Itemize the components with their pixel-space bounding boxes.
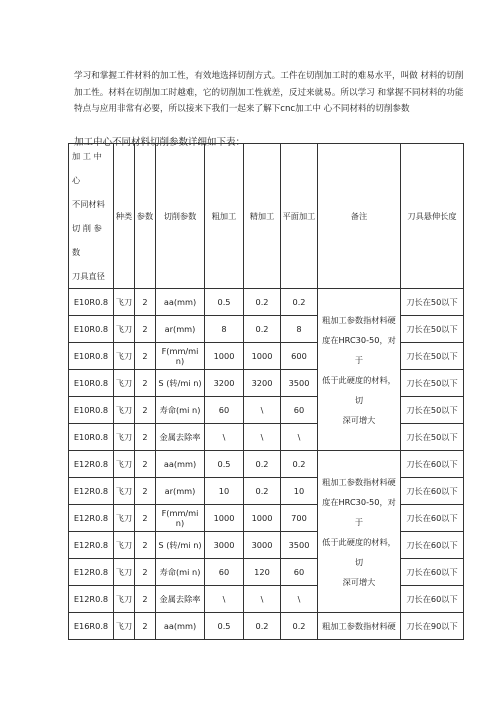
cell-param-count: 2 — [135, 343, 156, 370]
table-row — [69, 451, 464, 478]
cell-type: 飞刀 — [114, 316, 135, 343]
cell-type: 飞刀 — [114, 532, 135, 559]
cell-type: 飞刀 — [114, 424, 135, 451]
cell-diameter: E12R0.8 — [69, 451, 114, 478]
cell-rough: 1000 — [205, 343, 244, 370]
cell-param-count: 2 — [135, 613, 156, 640]
header-finish: 精加工 — [244, 144, 281, 289]
cell-rough: \ — [205, 424, 244, 451]
cell-rough: 1000 — [205, 505, 244, 532]
cell-diameter: E10R0.8 — [69, 289, 114, 316]
header-cut-param: 切削参数 — [156, 144, 205, 289]
header-type: 种类 — [114, 144, 135, 289]
cell-overhang: 刀长在50以下 — [401, 370, 464, 397]
cutting-params-table — [68, 143, 464, 640]
table-row — [69, 586, 464, 613]
cell-type: 飞刀 — [114, 613, 135, 640]
cell-face: 8 — [281, 316, 318, 343]
cell-overhang: 刀长在50以下 — [401, 289, 464, 316]
note-line: 粗加工参数指材料硬 — [322, 314, 396, 325]
cell-rough: 8 — [205, 316, 244, 343]
table-row — [69, 478, 464, 505]
cell-overhang: 刀长在60以下 — [401, 505, 464, 532]
cell-face: 0.2 — [281, 613, 318, 640]
cell-finish: 1000 — [244, 343, 281, 370]
cell-face: \ — [281, 586, 318, 613]
table-header-row — [69, 144, 464, 289]
header-note: 备注 — [318, 144, 401, 289]
cell-type: 飞刀 — [114, 343, 135, 370]
cell-finish: 0.2 — [244, 478, 281, 505]
cell-note — [318, 289, 401, 451]
cell-rough: 0.5 — [205, 451, 244, 478]
cell-param-count: 2 — [135, 424, 156, 451]
table-row — [69, 397, 464, 424]
cell-diameter: E12R0.8 — [69, 532, 114, 559]
cell-type: 飞刀 — [114, 397, 135, 424]
table-row — [69, 532, 464, 559]
cell-type: 飞刀 — [114, 478, 135, 505]
note-line: 深可增大 — [342, 576, 376, 587]
cell-cut-param: ar(mm) — [156, 316, 205, 343]
cell-overhang: 刀长在90以下 — [401, 613, 464, 640]
cell-overhang: 刀长在60以下 — [401, 559, 464, 586]
cell-cut-param: 寿命(mi n) — [156, 397, 205, 424]
table-caption: 加工中心不同材料切削参数详细如下表： — [74, 137, 246, 148]
cell-param-count: 2 — [135, 370, 156, 397]
note-line: 低于此硬度的材料，切 — [322, 374, 396, 405]
intro-line: 特点与应用非常有必要，所以接来下我们一起来了解下cnc加工中 心不同材料的切削参数 — [74, 104, 410, 114]
note-line: 深可增大 — [342, 414, 376, 425]
cell-diameter: E10R0.8 — [69, 397, 114, 424]
cell-finish: 120 — [244, 559, 281, 586]
cell-cut-param: 金属去除率 — [156, 424, 205, 451]
cell-param-count: 2 — [135, 532, 156, 559]
table-row — [69, 613, 464, 640]
table-row — [69, 370, 464, 397]
cell-finish: 3000 — [244, 532, 281, 559]
header-line: 刀具直径 — [72, 271, 105, 281]
cell-cut-param: S (转/mi n) — [156, 370, 205, 397]
cell-finish: 0.2 — [244, 613, 281, 640]
cell-diameter: E10R0.8 — [69, 343, 114, 370]
table-row — [69, 343, 464, 370]
header-tool-diameter — [69, 144, 114, 289]
note-line: 度在HRC30-50，对于 — [322, 496, 396, 527]
cell-overhang: 刀长在60以下 — [401, 586, 464, 613]
table-row — [69, 505, 464, 532]
intro-line: 加工性。材料在切削加工时越难，它的切削加工性就差，反过来就易。所以学习 和掌握不同材料的功能 — [74, 87, 464, 98]
cell-type: 飞刀 — [114, 289, 135, 316]
cell-type: 飞刀 — [114, 505, 135, 532]
note-line: 粗加工参数指材料硬 — [322, 621, 396, 631]
table-row — [69, 316, 464, 343]
table-row — [69, 289, 464, 316]
cell-face: 10 — [281, 478, 318, 505]
cell-diameter: E12R0.8 — [69, 478, 114, 505]
cell-finish: \ — [244, 397, 281, 424]
cell-diameter: E10R0.8 — [69, 370, 114, 397]
cell-cut-param: F(mm/mi n) — [156, 505, 205, 532]
cell-face: 0.2 — [281, 451, 318, 478]
cell-param-count: 2 — [135, 478, 156, 505]
cell-overhang: 刀长在60以下 — [401, 532, 464, 559]
cell-type: 飞刀 — [114, 586, 135, 613]
cell-finish: \ — [244, 424, 281, 451]
header-line: 不同材料 — [72, 199, 105, 209]
header-line: 切 削 参 数 — [72, 223, 102, 257]
cell-face: 3500 — [281, 532, 318, 559]
cell-type: 飞刀 — [114, 451, 135, 478]
cell-diameter: E12R0.8 — [69, 505, 114, 532]
header-face: 平面加工 — [281, 144, 318, 289]
cell-finish: 3200 — [244, 370, 281, 397]
cell-diameter: E10R0.8 — [69, 424, 114, 451]
cell-cut-param: aa(mm) — [156, 451, 205, 478]
cell-cut-param: 寿命(mi n) — [156, 559, 205, 586]
cell-rough: 60 — [205, 397, 244, 424]
cell-param-count: 2 — [135, 451, 156, 478]
cell-finish: 0.2 — [244, 289, 281, 316]
cell-diameter: E16R0.8 — [69, 613, 114, 640]
cell-overhang: 刀长在50以下 — [401, 343, 464, 370]
cell-cut-param: aa(mm) — [156, 289, 205, 316]
cell-overhang: 刀长在50以下 — [401, 424, 464, 451]
cell-finish: 0.2 — [244, 316, 281, 343]
cell-cut-param: F(mm/mi n) — [156, 343, 205, 370]
cell-param-count: 2 — [135, 586, 156, 613]
header-overhang: 刀具悬伸长度 — [401, 144, 464, 289]
cell-param-count: 2 — [135, 289, 156, 316]
header-line: 加 工 中 心 — [72, 151, 102, 185]
cell-type: 飞刀 — [114, 370, 135, 397]
cell-overhang: 刀长在60以下 — [401, 451, 464, 478]
cell-cut-param: S (转/mi n) — [156, 532, 205, 559]
cell-face: 0.2 — [281, 289, 318, 316]
cell-param-count: 2 — [135, 505, 156, 532]
cell-finish: 1000 — [244, 505, 281, 532]
cell-diameter: E12R0.8 — [69, 586, 114, 613]
cell-finish: \ — [244, 586, 281, 613]
cell-overhang: 刀长在60以下 — [401, 478, 464, 505]
header-rough: 粗加工 — [205, 144, 244, 289]
intro-paragraph — [74, 68, 466, 118]
cell-face: 3500 — [281, 370, 318, 397]
cell-rough: 60 — [205, 559, 244, 586]
cell-cut-param: aa(mm) — [156, 613, 205, 640]
cell-finish: 0.2 — [244, 451, 281, 478]
table-row — [69, 424, 464, 451]
header-param: 参数 — [135, 144, 156, 289]
cell-rough: 0.5 — [205, 613, 244, 640]
cell-param-count: 2 — [135, 559, 156, 586]
cell-overhang: 刀长在50以下 — [401, 397, 464, 424]
cell-note — [318, 451, 401, 613]
cell-diameter: E10R0.8 — [69, 316, 114, 343]
intro-line: 学习和掌握工件材料的加工性，有效地选择切削方式。工件在切削加工时的难易水平，叫做 材料的切削 — [74, 71, 464, 81]
cell-face: 60 — [281, 397, 318, 424]
note-line: 粗加工参数指材料硬 — [322, 476, 396, 487]
table-row — [69, 559, 464, 586]
cell-diameter: E12R0.8 — [69, 559, 114, 586]
cell-cut-param: ar(mm) — [156, 478, 205, 505]
cell-param-count: 2 — [135, 397, 156, 424]
note-line: 度在HRC30-50，对于 — [322, 334, 396, 365]
cell-overhang: 刀长在50以下 — [401, 316, 464, 343]
cell-face: 700 — [281, 505, 318, 532]
cell-face: 600 — [281, 343, 318, 370]
cell-rough: 10 — [205, 478, 244, 505]
cell-face: \ — [281, 424, 318, 451]
cell-param-count: 2 — [135, 316, 156, 343]
cell-rough: \ — [205, 586, 244, 613]
cell-cut-param: 金属去除率 — [156, 586, 205, 613]
cell-rough: 0.5 — [205, 289, 244, 316]
cell-note — [318, 613, 401, 640]
cell-rough: 3200 — [205, 370, 244, 397]
cell-type: 飞刀 — [114, 559, 135, 586]
cell-face: 60 — [281, 559, 318, 586]
note-line: 低于此硬度的材料，切 — [322, 536, 396, 567]
cell-rough: 3000 — [205, 532, 244, 559]
